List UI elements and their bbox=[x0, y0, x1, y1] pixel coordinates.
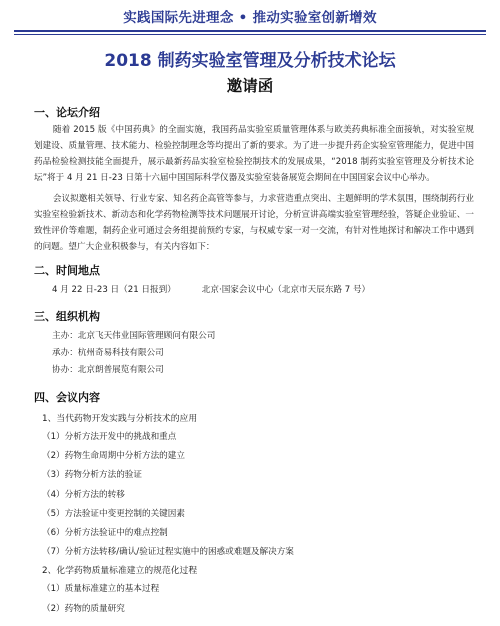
time-place-line bbox=[34, 282, 474, 299]
agenda-item: （1）质量标准建立的基本过程 bbox=[42, 584, 160, 595]
agenda-item: （7）分析方法转移/确认/验证过程实施中的困惑或难题及解决方案 bbox=[42, 547, 294, 558]
organizer-co-organizer: 承办：杭州奇易科技有限公司 bbox=[52, 348, 164, 358]
header-slogan: 实践国际先进理念 • 推动实验室创新增效 bbox=[123, 10, 377, 26]
invitation-title: 邀请函 bbox=[226, 77, 274, 95]
event-date: 4 月 22 日-23 日（21 日报到） bbox=[52, 285, 176, 295]
section-heading-intro: 一、论坛介绍 bbox=[34, 106, 100, 119]
forum-title: 2018 制药实验室管理及分析技术论坛 bbox=[104, 51, 396, 71]
header-rule-thick bbox=[14, 30, 486, 32]
intro-paragraph-2: 会议拟邀相关领导、行业专家、知名药企高管等参与，力求营造重点突出、主题鲜明的学术氛围，围绕制药行业实验室检验新技术、新动态和化学药物检测等技术问题展开讨论，分析宣讲高端实验室管理经验，答疑企业验证、一致性评价等难题，制药企业可通过会务组提前预约专家，与权威专家一对一交流，有针对性地探讨和解决工作中遇到的问题。望广大企业积极参与，有关内容如下： bbox=[34, 194, 475, 252]
agenda-item: （1）分析方法开发中的挑战和重点 bbox=[42, 432, 177, 442]
organizer-assistant: 协办：北京朗普展览有限公司 bbox=[52, 365, 164, 375]
agenda-item: （3）药物分析方法的验证 bbox=[42, 470, 142, 481]
organizer-host: 主办：北京飞天伟业国际管理顾问有限公司 bbox=[52, 331, 216, 341]
agenda-topic-1: 1、当代药物开发实践与分析技术的应用 bbox=[42, 414, 198, 424]
agenda-item: （2）药物生命周期中分析方法的建立 bbox=[42, 451, 185, 462]
header-rule-thin bbox=[14, 34, 486, 35]
agenda-item: （6）分析方法验证中的难点控制 bbox=[42, 528, 168, 539]
agenda-topic-2: 2、化学药物质量标准建立的规范化过程 bbox=[42, 566, 198, 577]
intro-paragraph-1: 随着 2015 版《中国药典》的全面实施，我国药品实验室质量管理体系与欧美药典标准全面接轨，对实验室规划建设、质量管理、技术能力、检验控制理念等均提出了新的要求。为了进一步提升药企实验室管理能力，促进中国药品检验检测技能全面提升，展示最新药品实验室检验控制技术的发展成果，“2018 制药实验室管理及分析技术论坛”将于 4 月 21 日-23 日第十六届中国国际科学仪器及实验室装备展览会期间在中国国家会议中心举办。 bbox=[34, 125, 474, 183]
section-heading-agenda: 四、会议内容 bbox=[34, 391, 100, 404]
section-heading-time-place: 二、时间地点 bbox=[34, 264, 100, 277]
document-body bbox=[34, 104, 474, 619]
agenda-item: （4）分析方法的转移 bbox=[42, 489, 125, 500]
event-venue: 北京·国家会议中心（北京市天辰东路 7 号） bbox=[201, 285, 371, 295]
section-heading-organizers: 三、组织机构 bbox=[34, 310, 100, 323]
agenda-item: （5）方法验证中变更控制的关键因素 bbox=[42, 508, 185, 519]
agenda-item: （2）药物的质量研究 bbox=[42, 603, 125, 614]
